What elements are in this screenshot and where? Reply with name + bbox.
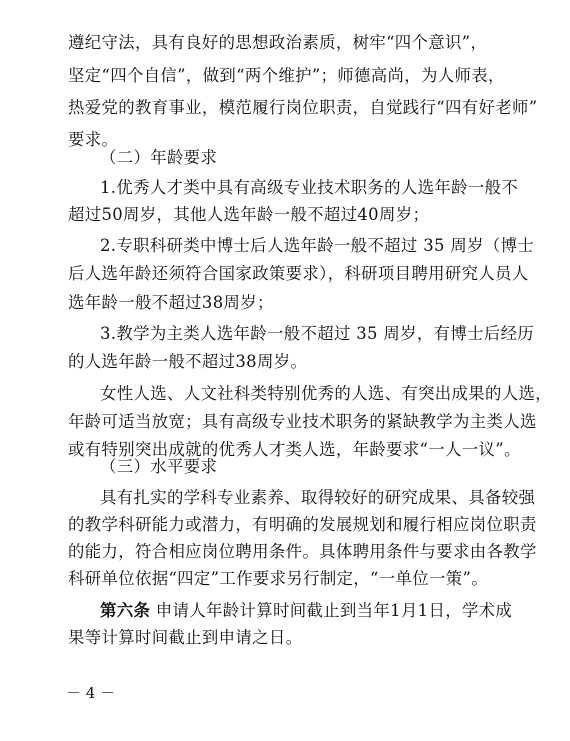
text-line: 3.教学为主类人选年龄一般不超过 35 周岁，有博士后经历 xyxy=(100,324,535,343)
text-line: 后人选年龄还须符合国家政策要求），科研项目聘用研究人员人 xyxy=(68,264,529,283)
text-line: 果等计算时间截止到申请之日。 xyxy=(68,628,303,647)
text-line: 具有扎实的学科专业素养、取得较好的研究成果、具备较强 xyxy=(100,488,536,507)
article-six-label: 第六条 xyxy=(100,601,151,620)
text-line: 或有特别突出成就的优秀人才类人选，年龄要求“一人一议”。 xyxy=(68,440,521,459)
section-heading-level: （三）水平要求 xyxy=(100,457,218,476)
text-line: 女性人选、人文社科类特别优秀的人选、有突出成果的人选， xyxy=(100,384,552,403)
text-line: 遵纪守法，具有良好的思想政治素质，树牢“四个意识”， xyxy=(68,33,488,52)
text-line: 的人选年龄一般不超过38周岁。 xyxy=(68,352,308,371)
text-line: 热爱党的教育事业，模范履行岗位职责，自觉践行“四有好老师” xyxy=(68,98,538,117)
text-line: 超过50周岁，其他人选年龄一般不超过40周岁； xyxy=(68,205,430,224)
text-line: 的能力，符合相应岗位聘用条件。具体聘用条件与要求由各教学 xyxy=(68,542,537,561)
text-line: 坚定“四个自信”，做到“两个维护”；师德高尚，为人师表， xyxy=(68,66,505,85)
text-line: 2.专职科研类中博士后人选年龄一般不超过 35 周岁（博士 xyxy=(100,236,535,255)
text-line: 选年龄一般不超过38周岁； xyxy=(68,293,274,312)
text-line: 年龄可适当放宽；具有高级专业技术职务的紧缺教学为主类人选 xyxy=(68,412,537,431)
section-heading-age: （二）年龄要求 xyxy=(100,148,218,167)
text-line: 的教学科研能力或潜力，有明确的发展规划和履行相应岗位职责 xyxy=(68,515,537,534)
text-line: 1.优秀人才类中具有高级专业技术职务的人选年龄一般不 xyxy=(100,178,519,197)
article-six-line xyxy=(100,601,520,621)
text-line: 要求。 xyxy=(68,130,119,149)
text-line: 科研单位依据“四定”工作要求另行制定，“一单位一策”。 xyxy=(68,569,488,588)
article-six-text: 申请人年龄计算时间截止到当年1月1日，学术成 xyxy=(155,601,513,620)
page-number: － 4 － xyxy=(66,684,116,702)
